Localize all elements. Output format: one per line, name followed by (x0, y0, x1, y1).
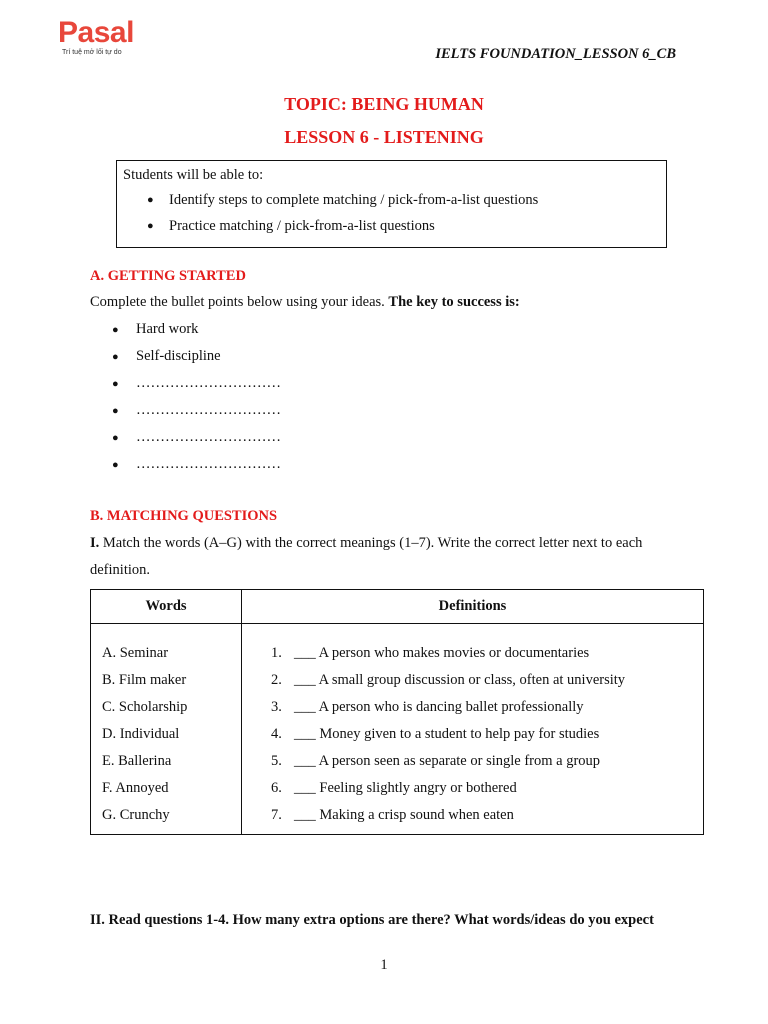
definition-number: 2. (271, 672, 282, 688)
logo-wordmark: Pasal (58, 16, 134, 49)
list-item: ● Self-discipline (90, 347, 281, 374)
list-item: ● ………………………… (90, 428, 281, 455)
part2-instruction: II. Read questions 1-4. How many extra options are there? What words/ideas do you expect (90, 912, 654, 928)
objective-item: ● Practice matching / pick-from-a-list questions (123, 218, 666, 244)
word-item: B. Film maker (102, 672, 187, 688)
matching-table (90, 589, 704, 835)
part1-instruction (90, 535, 642, 552)
section-a-instruction (90, 294, 520, 311)
definition-item (243, 725, 702, 752)
definition-number: 1. (271, 645, 282, 661)
definition-item (243, 752, 702, 779)
course-code: IELTS FOUNDATION_LESSON 6_CB (435, 46, 676, 62)
definition-item (243, 698, 702, 725)
brand-logo (58, 18, 134, 56)
definition-number: 6. (271, 780, 282, 796)
word-item: G. Crunchy (102, 807, 170, 823)
definition-text: ___ Feeling slightly angry or bothered (294, 780, 517, 796)
definitions-header: Definitions (242, 590, 704, 624)
list-item: ● Hard work (90, 320, 281, 347)
list-item: ● ………………………… (90, 374, 281, 401)
list-item: ● ………………………… (90, 455, 281, 482)
definition-text: ___ Money given to a student to help pay for studies (294, 726, 600, 742)
definition-text: ___ A person who is dancing ballet professionally (294, 699, 584, 715)
definition-text: ___ A small group discussion or class, often at university (294, 672, 626, 688)
definition-number: 3. (271, 699, 282, 715)
part1-label: I. (90, 535, 100, 551)
definition-number: 5. (271, 753, 282, 769)
instruction-text: Complete the bullet points below using your ideas. (90, 294, 385, 310)
instruction-bold: The key to success is: (388, 294, 520, 310)
definition-number: 4. (271, 726, 282, 742)
words-column (91, 624, 242, 835)
definition-item (243, 644, 702, 671)
word-item: A. Seminar (102, 645, 169, 661)
definition-item (243, 779, 702, 806)
definition-number: 7. (271, 807, 282, 823)
section-b-heading: B. MATCHING QUESTIONS (90, 508, 278, 524)
topic-title: TOPIC: BEING HUMAN (284, 94, 484, 114)
word-item: D. Individual (102, 726, 180, 742)
definition-text: ___ A person who makes movies or documentaries (294, 645, 590, 661)
word-item: E. Ballerina (102, 753, 172, 769)
words-header: Words (91, 590, 242, 624)
part1-text: Match the words (A–G) with the correct meanings (1–7). Write the correct letter next to each (102, 535, 643, 551)
part1-instruction-cont: definition. (90, 562, 151, 578)
lesson-title: LESSON 6 - LISTENING (284, 127, 484, 147)
definitions-column (242, 624, 704, 835)
success-list (90, 320, 281, 482)
objectives-intro: Students will be able to: (123, 167, 264, 183)
objective-item: ● Identify steps to complete matching / pick-from-a-list questions (123, 192, 666, 218)
definition-item (243, 671, 702, 698)
definition-item (243, 806, 702, 833)
section-a-heading: A. GETTING STARTED (90, 268, 246, 284)
definition-text: ___ A person seen as separate or single from a group (294, 753, 601, 769)
list-item: ● ………………………… (90, 401, 281, 428)
objectives-box (116, 160, 667, 248)
word-item: F. Annoyed (102, 780, 169, 796)
definition-text: ___ Making a crisp sound when eaten (294, 807, 514, 823)
page-number: 1 (380, 957, 388, 973)
logo-tagline: Trí tuệ mở lối tự do (62, 49, 122, 56)
word-item: C. Scholarship (102, 699, 188, 715)
